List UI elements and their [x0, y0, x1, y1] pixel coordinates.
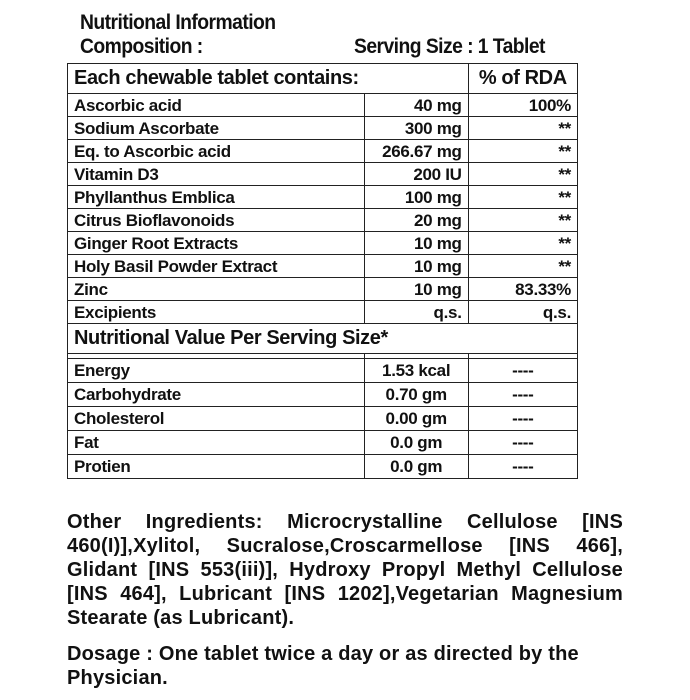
table-row: [68, 455, 578, 479]
ingredient-rda: **: [468, 209, 577, 232]
dosage-text: Dosage : One tablet twice a day or as directed by the Physician.: [67, 643, 579, 689]
ingredient-rda: **: [468, 232, 577, 255]
table-row: [68, 301, 578, 324]
ingredient-rda: **: [468, 186, 577, 209]
nutrient-name: Energy: [68, 359, 365, 383]
ingredient-amount: 10 mg: [364, 232, 468, 255]
table-row: [68, 383, 578, 407]
table-row: [68, 407, 578, 431]
table-row: [68, 255, 578, 278]
ingredient-amount: 266.67 mg: [364, 140, 468, 163]
nutrient-name: Protien: [68, 455, 365, 479]
ingredient-amount: 200 IU: [364, 163, 468, 186]
ingredient-rda: **: [468, 255, 577, 278]
nutrient-rda: ----: [468, 407, 577, 431]
page-title: Nutritional Information: [80, 11, 276, 34]
nutrient-name: Fat: [68, 431, 365, 455]
ingredient-name: Zinc: [68, 278, 365, 301]
ingredient-name: Sodium Ascorbate: [68, 117, 365, 140]
ingredient-amount: 300 mg: [364, 117, 468, 140]
header-contains: Each chewable tablet contains:: [68, 64, 469, 94]
ingredient-amount: 10 mg: [364, 255, 468, 278]
ingredient-amount: 10 mg: [364, 278, 468, 301]
nutrient-rda: ----: [468, 455, 577, 479]
nutrient-amount: 0.0 gm: [364, 455, 468, 479]
ingredient-amount: 20 mg: [364, 209, 468, 232]
ingredient-rda: **: [468, 163, 577, 186]
ingredient-name: Ascorbic acid: [68, 94, 365, 117]
table-header-row: [68, 64, 578, 94]
table-row: [68, 278, 578, 301]
ingredient-name: Eq. to Ascorbic acid: [68, 140, 365, 163]
ingredient-name: Citrus Bioflavonoids: [68, 209, 365, 232]
nutrient-amount: 0.70 gm: [364, 383, 468, 407]
ingredient-amount: 40 mg: [364, 94, 468, 117]
nutrition-table: [67, 63, 578, 479]
ingredient-amount: q.s.: [364, 301, 468, 324]
table-row: [68, 431, 578, 455]
nutrient-amount: 0.0 gm: [364, 431, 468, 455]
ingredient-rda: **: [468, 117, 577, 140]
nutrient-amount: 1.53 kcal: [364, 359, 468, 383]
ingredient-rda: **: [468, 140, 577, 163]
nutrient-rda: ----: [468, 431, 577, 455]
nutrient-amount: 0.00 gm: [364, 407, 468, 431]
ingredient-name: Excipients: [68, 301, 365, 324]
table-row: [68, 117, 578, 140]
ingredient-rda: 83.33%: [468, 278, 577, 301]
nutrient-name: Carbohydrate: [68, 383, 365, 407]
table-row: [68, 232, 578, 255]
table-row: [68, 163, 578, 186]
nutrient-name: Cholesterol: [68, 407, 365, 431]
value-header: Nutritional Value Per Serving Size*: [68, 324, 578, 354]
table-row: [68, 186, 578, 209]
table-row: [68, 94, 578, 117]
serving-size-label: Serving Size : 1 Tablet: [354, 35, 545, 58]
value-header-row: [68, 324, 578, 354]
ingredient-rda: 100%: [468, 94, 577, 117]
header-rda: % of RDA: [468, 64, 577, 94]
nutrient-rda: ----: [468, 359, 577, 383]
ingredient-name: Ginger Root Extracts: [68, 232, 365, 255]
ingredient-rda: q.s.: [468, 301, 577, 324]
table-row: [68, 209, 578, 232]
ingredient-amount: 100 mg: [364, 186, 468, 209]
ingredient-name: Phyllanthus Emblica: [68, 186, 365, 209]
table-row: [68, 359, 578, 383]
ingredient-name: Holy Basil Powder Extract: [68, 255, 365, 278]
other-ingredients-text: Other Ingredients: Microcrystalline Cellulose [INS 460(I)],Xylitol, Sucralose,Croscarmellose [INS 466], Glidant [INS 553(iii)], Hydroxy Propyl Methyl Cellulose [INS 464], Lubricant [INS 1202],Vegetarian Magnesium Stearate (as Lubricant).: [67, 511, 623, 629]
table-row: [68, 140, 578, 163]
ingredient-name: Vitamin D3: [68, 163, 365, 186]
composition-label: Composition :: [80, 35, 203, 58]
nutrient-rda: ----: [468, 383, 577, 407]
